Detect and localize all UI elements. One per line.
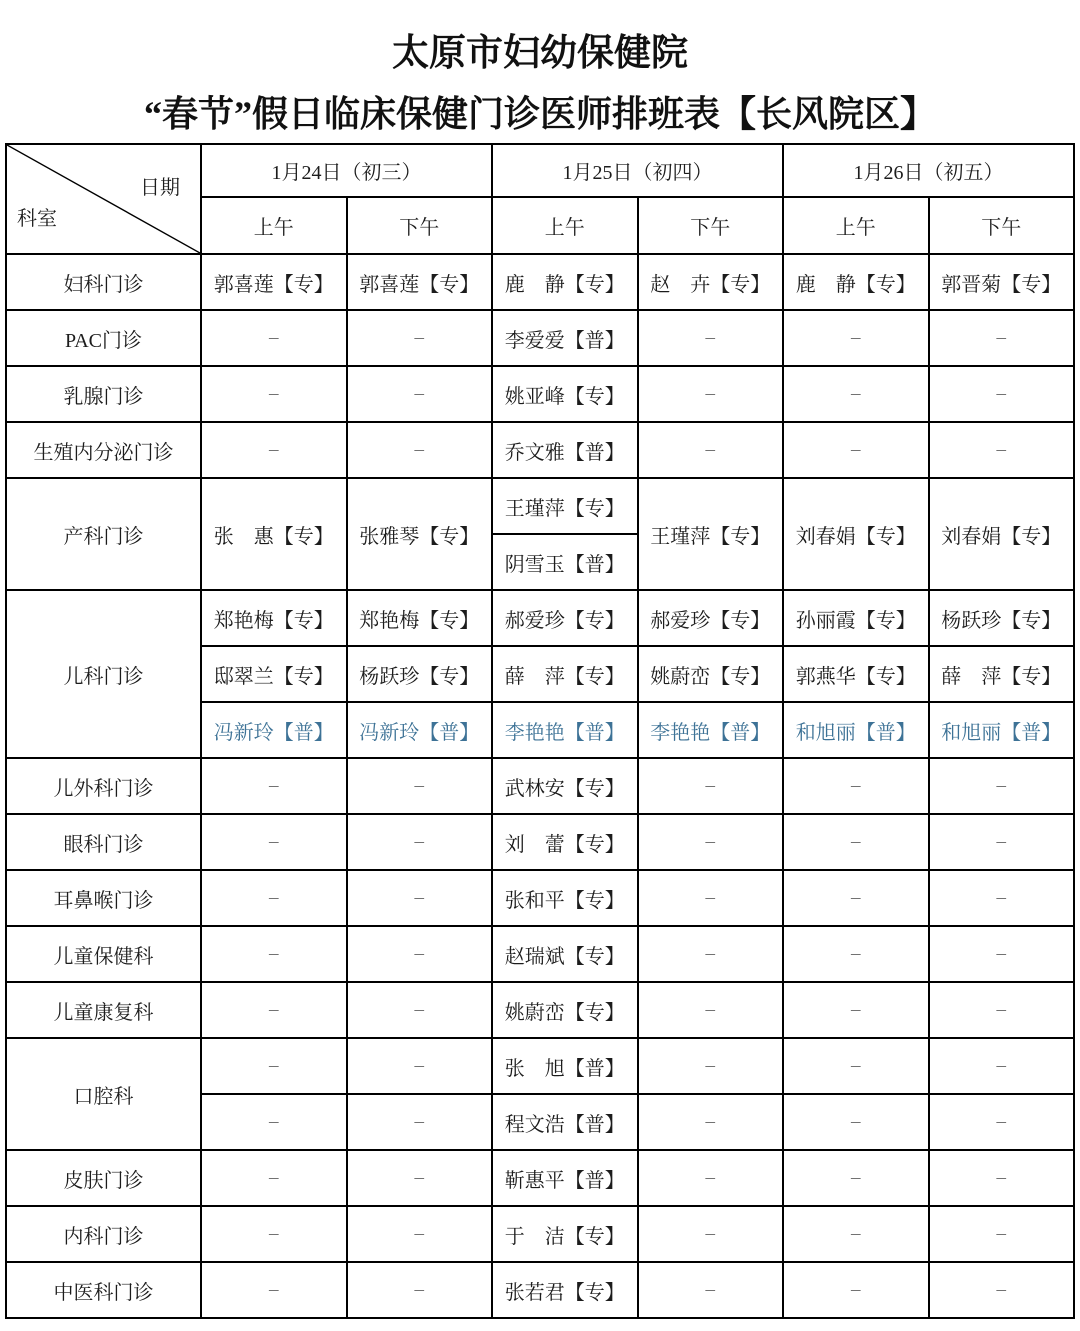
empty-cell: – [638,422,784,478]
empty-cell: – [201,982,347,1038]
empty-cell: – [783,422,929,478]
corner-dept-label: 科室 [17,208,57,230]
empty-cell: – [347,1206,493,1262]
empty-cell: – [929,310,1075,366]
table-row [6,1206,1074,1262]
empty-cell: – [638,1150,784,1206]
dept-cell: 儿童康复科 [6,982,201,1038]
doctor-cell: 李艳艳【普】 [638,702,784,758]
empty-cell: – [929,366,1075,422]
empty-cell: – [783,814,929,870]
doctor-cell: 姚蔚峦【专】 [492,982,638,1038]
empty-cell: – [347,1094,493,1150]
empty-cell: – [929,1262,1075,1318]
table-row [6,1038,1074,1094]
empty-cell: – [783,870,929,926]
table-row [6,926,1074,982]
empty-cell: – [201,1206,347,1262]
dept-cell: 儿科门诊 [6,590,201,758]
table-row [6,814,1074,870]
empty-cell: – [783,1038,929,1094]
empty-cell: – [638,1038,784,1094]
doctor-cell: 郑艳梅【专】 [201,590,347,646]
empty-cell: – [929,1206,1075,1262]
empty-cell: – [638,310,784,366]
empty-cell: – [929,758,1075,814]
doctor-cell: 和旭丽【普】 [783,702,929,758]
session-header: 下午 [929,197,1075,254]
dept-cell: 皮肤门诊 [6,1150,201,1206]
doctor-cell: 郝爱珍【专】 [492,590,638,646]
doctor-cell: 郭晋菊【专】 [929,254,1075,310]
empty-cell: – [929,982,1075,1038]
empty-cell: – [347,1262,493,1318]
doctor-cell: 刘春娟【专】 [783,478,929,590]
doctor-cell: 杨跃珍【专】 [929,590,1075,646]
empty-cell: – [347,310,493,366]
doctor-cell: 郑艳梅【专】 [347,590,493,646]
session-header: 下午 [347,197,493,254]
empty-cell: – [783,1206,929,1262]
empty-cell: – [347,366,493,422]
empty-cell: – [783,758,929,814]
session-header: 上午 [201,197,347,254]
table-row [6,590,1074,646]
doctor-cell: 姚亚峰【专】 [492,366,638,422]
session-header: 上午 [492,197,638,254]
dept-cell: PAC门诊 [6,310,201,366]
dept-cell: 中医科门诊 [6,1262,201,1318]
dept-cell: 口腔科 [6,1038,201,1150]
empty-cell: – [929,1038,1075,1094]
empty-cell: – [638,870,784,926]
page-title: 太原市妇幼保健院 [392,33,688,74]
corner-cell [6,144,201,254]
empty-cell: – [783,926,929,982]
empty-cell: – [347,422,493,478]
empty-cell: – [201,870,347,926]
doctor-cell: 杨跃珍【专】 [347,646,493,702]
doctor-cell: 于 洁【专】 [492,1206,638,1262]
empty-cell: – [201,310,347,366]
date-header-jan25: 1月25日（初四） [492,144,783,197]
doctor-cell: 郭喜莲【专】 [201,254,347,310]
doctor-cell: 鹿 静【专】 [783,254,929,310]
empty-cell: – [201,422,347,478]
table-row [6,478,1074,534]
dept-cell: 生殖内分泌门诊 [6,422,201,478]
empty-cell: – [638,926,784,982]
empty-cell: – [783,1262,929,1318]
table-row [6,254,1074,310]
doctor-cell: 郝爱珍【专】 [638,590,784,646]
doctor-cell: 李艳艳【普】 [492,702,638,758]
doctor-cell: 郭喜莲【专】 [347,254,493,310]
empty-cell: – [638,758,784,814]
doctor-cell: 张 旭【普】 [492,1038,638,1094]
empty-cell: – [783,310,929,366]
empty-cell: – [929,422,1075,478]
doctor-cell: 靳惠平【普】 [492,1150,638,1206]
empty-cell: – [347,758,493,814]
session-header: 上午 [783,197,929,254]
doctor-cell: 李爱爱【普】 [492,310,638,366]
empty-cell: – [929,870,1075,926]
empty-cell: – [929,926,1075,982]
empty-cell: – [638,1262,784,1318]
dept-cell: 内科门诊 [6,1206,201,1262]
empty-cell: – [347,926,493,982]
empty-cell: – [347,1150,493,1206]
page-subtitle: “春节”假日临床保健门诊医师排班表【长风院区】 [143,94,936,134]
table-header [6,144,1074,254]
table-row [6,422,1074,478]
empty-cell: – [347,870,493,926]
doctor-cell: 郭燕华【专】 [783,646,929,702]
empty-cell: – [638,1094,784,1150]
doctor-cell: 张若君【专】 [492,1262,638,1318]
table-row [6,366,1074,422]
empty-cell: – [347,814,493,870]
empty-cell: – [783,982,929,1038]
doctor-cell: 姚蔚峦【专】 [638,646,784,702]
empty-cell: – [201,1262,347,1318]
doctor-cell: 武林安【专】 [492,758,638,814]
doctor-cell: 冯新玲【普】 [201,702,347,758]
doctor-cell: 王瑾萍【专】 [492,478,638,534]
empty-cell: – [201,366,347,422]
empty-cell: – [929,1094,1075,1150]
dept-cell: 眼科门诊 [6,814,201,870]
empty-cell: – [201,1094,347,1150]
schedule-table [5,143,1075,1319]
doctor-cell: 薛 萍【专】 [492,646,638,702]
doctor-cell: 孙丽霞【专】 [783,590,929,646]
empty-cell: – [638,982,784,1038]
table-row [6,982,1074,1038]
doctor-cell: 张雅琴【专】 [347,478,493,590]
doctor-cell: 张和平【专】 [492,870,638,926]
table-row [6,758,1074,814]
empty-cell: – [347,1038,493,1094]
empty-cell: – [638,1206,784,1262]
date-header-jan26: 1月26日（初五） [783,144,1074,197]
empty-cell: – [201,1038,347,1094]
table-row [6,1150,1074,1206]
empty-cell: – [638,366,784,422]
dept-cell: 儿童保健科 [6,926,201,982]
date-header-row [6,144,1074,197]
doctor-cell: 程文浩【普】 [492,1094,638,1150]
table-row [6,870,1074,926]
empty-cell: – [783,1094,929,1150]
date-header-jan24: 1月24日（初三） [201,144,492,197]
session-header: 下午 [638,197,784,254]
table-row [6,1262,1074,1318]
empty-cell: – [638,814,784,870]
schedule-body [6,254,1074,1318]
dept-cell: 乳腺门诊 [6,366,201,422]
empty-cell: – [783,1150,929,1206]
dept-cell: 产科门诊 [6,478,201,590]
doctor-cell: 和旭丽【普】 [929,702,1075,758]
empty-cell: – [347,982,493,1038]
doctor-cell: 王瑾萍【专】 [638,478,784,590]
doctor-cell: 邸翠兰【专】 [201,646,347,702]
empty-cell: – [201,1150,347,1206]
empty-cell: – [783,366,929,422]
dept-cell: 儿外科门诊 [6,758,201,814]
empty-cell: – [929,814,1075,870]
corner-date-label: 日期 [140,177,180,199]
doctor-cell: 赵瑞斌【专】 [492,926,638,982]
doctor-cell: 乔文雅【普】 [492,422,638,478]
doctor-cell: 张 惠【专】 [201,478,347,590]
table-row [6,310,1074,366]
dept-cell: 耳鼻喉门诊 [6,870,201,926]
empty-cell: – [201,926,347,982]
doctor-cell: 刘春娟【专】 [929,478,1075,590]
doctor-cell: 鹿 静【专】 [492,254,638,310]
doctor-cell: 薛 萍【专】 [929,646,1075,702]
empty-cell: – [929,1150,1075,1206]
doctor-cell: 冯新玲【普】 [347,702,493,758]
dept-cell: 妇科门诊 [6,254,201,310]
doctor-cell: 赵 卉【专】 [638,254,784,310]
empty-cell: – [201,814,347,870]
empty-cell: – [201,758,347,814]
doctor-cell: 刘 蕾【专】 [492,814,638,870]
doctor-cell: 阴雪玉【普】 [492,534,638,590]
